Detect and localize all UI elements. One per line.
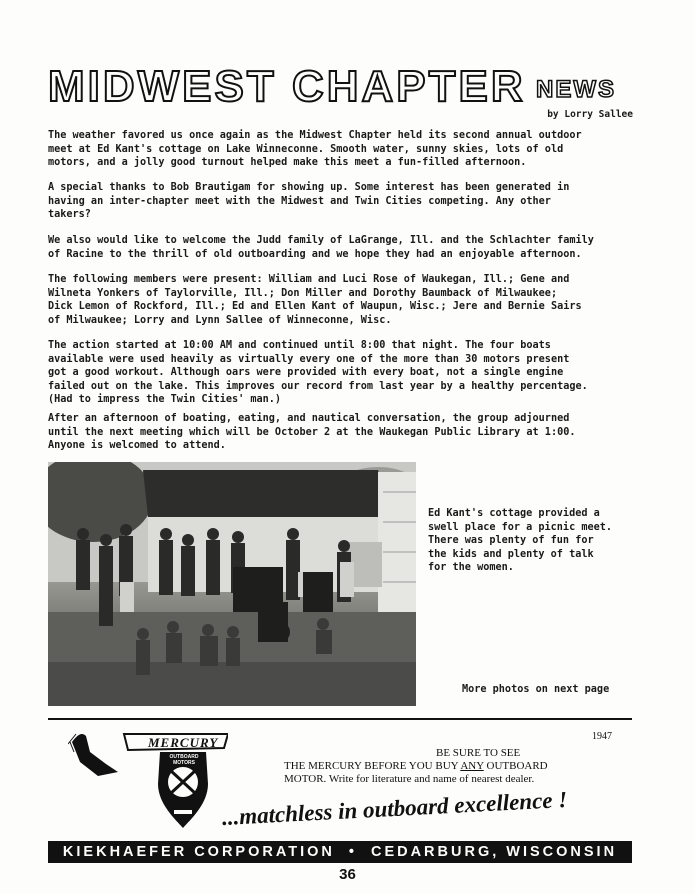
ad-slogan: ...matchless in outboard excellence ! — [221, 786, 568, 830]
company-location: CEDARBURG, WISCONSIN — [370, 844, 618, 860]
company-name: KIEKHAEFER CORPORATION — [62, 844, 335, 860]
company-footer-bar — [48, 841, 632, 863]
byline: by Lorry Sallee — [547, 109, 633, 120]
ad-line-2-emphasis: ANY — [460, 760, 484, 772]
ad-line-2 — [284, 760, 548, 772]
ad-divider — [48, 718, 632, 720]
group-photo-illustration — [48, 462, 416, 706]
badge-text: OUTBOARD MOTORS — [169, 754, 199, 766]
ad-line-2-prefix: THE MERCURY BEFORE YOU BUY — [284, 760, 461, 772]
mercury-brand: MERCURY — [148, 735, 219, 750]
ad-line-1: BE SURE TO SEE — [436, 747, 521, 759]
news-label: NEWS — [536, 76, 616, 103]
ad-line-3: MOTOR. Write for literature and name of nearest dealer. — [284, 773, 535, 785]
paragraph-thanks: A special thanks to Bob Brautigam for showing up. Some interest has been generated in having an inter-chapter meet with the Midwest and Twin Cities competing. Any other takers? — [48, 182, 570, 220]
paragraph-action: The action started at 10:00 AM and continued until 8:00 that night. The four boats available were used heavily as virtually every one of the more than 30 motors present got a good workout. Although oars were provided with every boat, not a single engine failed out on the lake. This improves our record from last year by a healthy percentage. (Had to impress the Twin Cities' man.) — [48, 340, 588, 405]
paragraph-members: The following members were present: William and Luci Rose of Waukegan, Ill.; Gene and Wilneta Yonkers of Taylorville, Ill.; Don Miller and Dorothy Baumback of Milwaukee; Dick Lemon of Rockford, Ill.; Ed and Ellen Kant of Waupun, Wisc.; Jere and Bernie Sairs of Milwaukee; Lorry and Lynn Sallee of Winneconne, Wisc. — [48, 274, 582, 326]
paragraph-closing: After an afternoon of boating, eating, and nautical conversation, the group adjourned until the next meeting which will be October 2 at the Waukegan Public Library at 1:00. Anyone is welcomed to attend. — [48, 413, 576, 451]
ad-line-2-suffix: OUTBOARD — [483, 760, 548, 772]
group-photo — [48, 462, 416, 706]
more-photos-note: More photos on next page — [462, 684, 610, 695]
photo-caption: Ed Kant's cottage provided a swell place for a picnic meet. There was plenty of fun for the kids and plenty of talk for the women. — [428, 508, 613, 573]
mercury-logo — [68, 724, 228, 834]
paragraph-intro: The weather favored us once again as the Midwest Chapter held its second annual outdoor meet at Ed Kant's cottage on Lake Winneconne. Smooth water, sunny skies, lots of old motors, and a jolly good turnout helped make this meet a fun-filled afternoon. — [48, 130, 582, 168]
footer-separator: • — [348, 844, 357, 860]
page-number: 36 — [339, 866, 356, 883]
page-title: MIDWEST CHAPTER — [48, 62, 526, 111]
paragraph-welcome: We also would like to welcome the Judd family of LaGrange, Ill. and the Schlachter family of Racine to the thrill of old outboarding and we hope they had an enjoyable afternoon. — [48, 235, 594, 260]
ad-year: 1947 — [592, 731, 612, 742]
